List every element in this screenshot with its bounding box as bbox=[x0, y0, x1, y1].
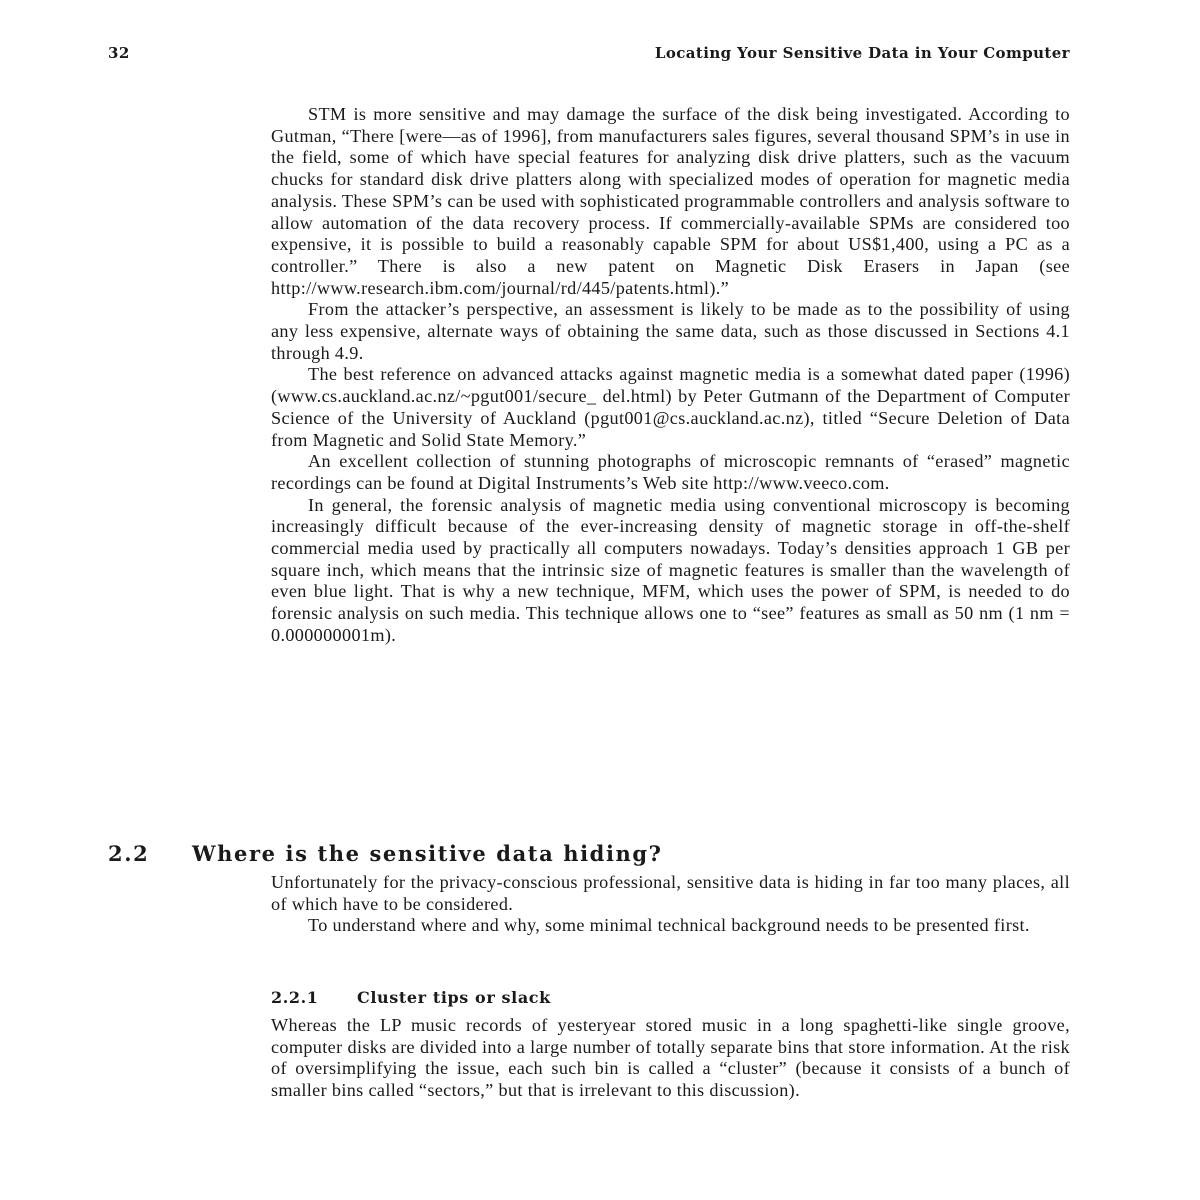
paragraph: STM is more sensitive and may damage the surface of the disk being investigated. According to Gutman, “There [were—as of 1996], from manufacturers sales figures, several thousand SPM’s in use in the field, some of which have special features for analyzing disk drive platters, such as the vacuum chucks for standard disk drive platters along with specialized modes of operation for magnetic media analysis. These SPM’s can be used with sophisticated programmable controllers and analysis software to allow automation of the data recovery process. If commercially-available SPMs are considered too expensive, it is possible to build a reasonably capable SPM for about US$1,400, using a PC as a controller.” There is also a new patent on Magnetic Disk Erasers in Japan (see http://www.research.ibm.com/journal/rd/445/patents.html).” bbox=[271, 104, 1070, 298]
section-heading bbox=[108, 840, 1070, 868]
running-head bbox=[108, 44, 1070, 68]
section-body-text bbox=[271, 872, 1070, 937]
paragraph: To understand where and why, some minimal technical background needs to be presented first. bbox=[308, 915, 1030, 936]
paragraph: Whereas the LP music records of yesteryear stored music in a long spaghetti-like single groove, computer disks are divided into a large number of totally separate bins that store information. At the risk of oversimplifying the issue, each such bin is called a “cluster” (because it consists of a bunch of smaller bins called “sectors,” but that is irrelevant to this discussion). bbox=[271, 1015, 1070, 1101]
section-title: Where is the sensitive data hiding? bbox=[192, 841, 663, 866]
chapter-title: Locating Your Sensitive Data in Your Computer bbox=[654, 44, 1070, 62]
body-text-top bbox=[271, 104, 1070, 647]
section-number: 2.2 bbox=[108, 841, 150, 866]
paragraph: In general, the forensic analysis of magnetic media using conventional microscopy is becoming increasingly difficult because of the ever-increasing density of magnetic storage in off-the-shelf commercial media used by practically all computers nowadays. Today’s densities approach 1 GB per square inch, which means that the intrinsic size of magnetic features is smaller than the wavelength of even blue light. That is why a new technique, MFM, which uses the power of SPM, is needed to do forensic analysis on such media. This technique allows one to “see” features as small as 50 nm (1 nm = 0.000000001m). bbox=[271, 494, 1070, 645]
page-number: 32 bbox=[108, 44, 130, 62]
subsection-heading bbox=[271, 987, 1070, 1009]
paragraph: From the attacker’s perspective, an assessment is likely to be made as to the possibility of using any less expensive, alternate ways of obtaining the same data, such as those discussed in Sections 4.1 through 4.9. bbox=[271, 299, 1070, 363]
subsection-body-text bbox=[271, 1015, 1070, 1102]
subsection-title: Cluster tips or slack bbox=[357, 988, 551, 1007]
paragraph: Unfortunately for the privacy-conscious professional, sensitive data is hiding in far too many places, all of which have to be considered. bbox=[271, 872, 1070, 914]
subsection-number: 2.2.1 bbox=[271, 988, 319, 1007]
paragraph: An excellent collection of stunning photographs of microscopic remnants of “erased” magnetic recordings can be found at Digital Instruments’s Web site http://www.veeco.com. bbox=[271, 451, 1070, 493]
paragraph: The best reference on advanced attacks against magnetic media is a somewhat dated paper (1996) (www.cs.auckland.ac.nz/~pgut001/secure_ del.html) by Peter Gutmann of the Department of Computer Science of the University of Auckland (pgut001@cs.auckland.ac.nz), titled “Secure Deletion of Data from Magnetic and Solid State Memory.” bbox=[271, 364, 1070, 450]
